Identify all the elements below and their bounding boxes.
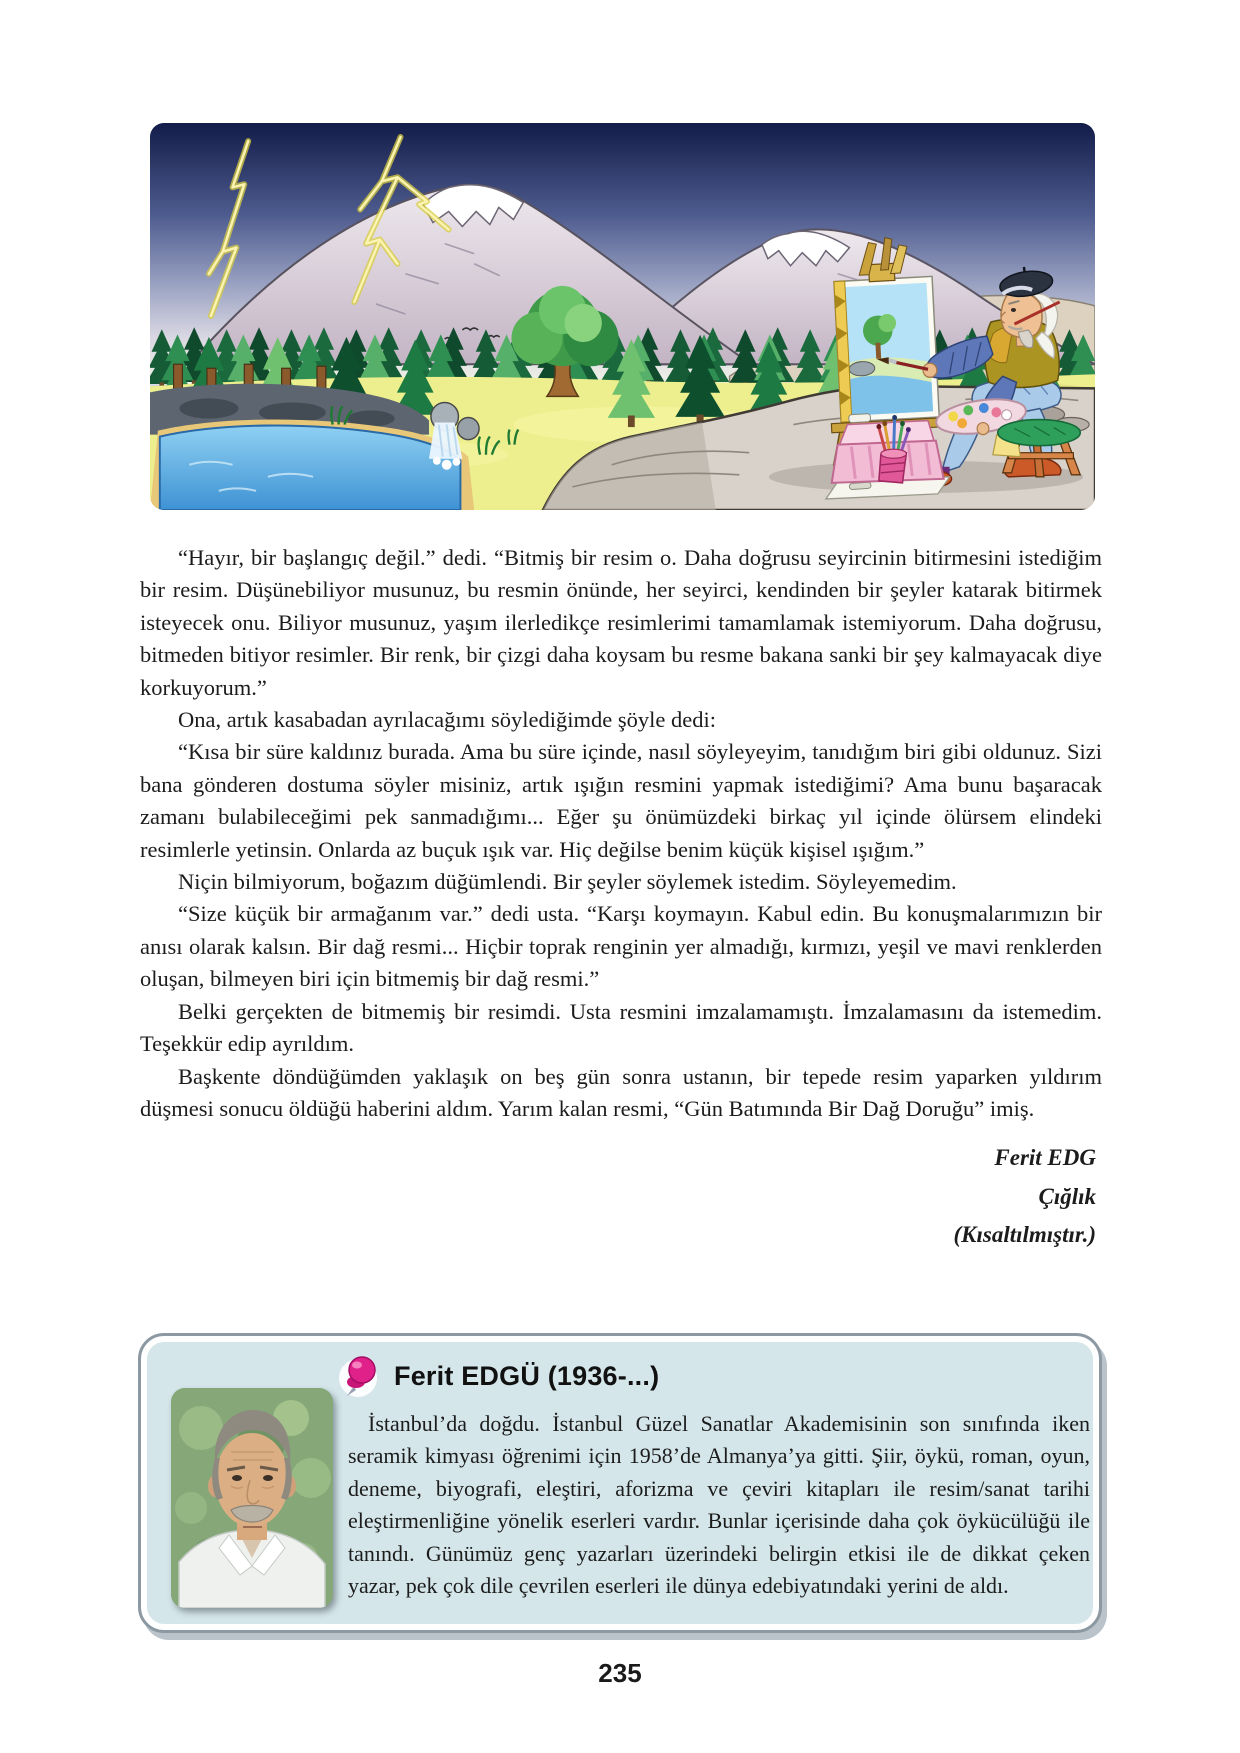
page-number: 235	[598, 1658, 642, 1688]
author-bio-box	[138, 1333, 1102, 1633]
story-paragraph: Başkente döndüğümden yaklaşık on beş gün sonra ustanın, bir tepede resim yaparken yıldırım düşmesi sonucu öldüğü haberini aldım. Yarım kalan resmi, “Gün Batımında Bir Dağ Doruğu” imiş.	[140, 1063, 1102, 1121]
story-paragraph: “Kısa bir süre kaldınız burada. Ama bu süre içinde, nasıl söyleyeyim, tanıdığım biri gibi oldunuz. Sizi bana gönderen dostuma söyler misiniz, artık ışığın resmini yapmak istediğimi? Ama bunu başaracak zamanı bulabileceğimi pek sanmadığımı... Eğer şu önümüzdeki birkaç yıl içinde ölürsem elindeki resimlerle yetinsin. Onlarda az buçuk ışık var. Hiç değilse benim küçük kişisel ışığım.”	[140, 739, 1102, 862]
signature-block	[140, 1139, 1102, 1255]
illustration-scene	[150, 123, 1095, 510]
bio-content	[348, 1350, 1090, 1602]
bio-text: İstanbul’da doğdu. İstanbul Güzel Sanatlar Akademisinin son sınıfında iken seramik kimyası öğrenimi için 1958’de Almanya’ya gitti. Şiir, öykü, roman, oyun, deneme, biyografi, eleştiri, aforizma ve çeviri kitapları ile resim/sanat tarihi eleştirmenliğine yönelik eserleri vardır. Bunlar içerisinde daha çok öykücülüğü ile tanındı. Günümüz genç yazarları üzerindeki belirgin etkisi ile de dikkat çeken yazar, pek çok dile çevrilen eserleri ile dünya edebiyatındaki yerini de aldı.	[348, 1411, 1090, 1599]
story-illustration	[150, 123, 1095, 510]
bio-title: Ferit EDGÜ (1936-...)	[394, 1360, 660, 1391]
signature-note: (Kısaltılmıştır.)	[953, 1222, 1096, 1248]
story-text	[140, 542, 1102, 1255]
author-portrait	[171, 1388, 333, 1608]
signature-author: Ferit EDG	[994, 1145, 1096, 1171]
pin-icon	[334, 1350, 386, 1402]
story-paragraph: “Hayır, bir başlangıç değil.” dedi. “Bitmiş bir resim o. Daha doğrusu seyircinin bitirmesini istediğim bir resim. Düşünebiliyor musunuz, bu resmin önünde, her seyirci, kendinden bir şeyler katarak bitirmek isteyecek onu. Biliyor musunuz, yaşım ilerledikçe resimlerimi tamamlamak istemiyorum. Daha doğrusu, bitmeden bitiyor resimler. Bir renk, bir çizgi daha koysam bu resme bakana sanki bir şey kalmayacak diye korkuyorum.”	[140, 545, 1102, 700]
story-paragraph: Niçin bilmiyorum, boğazım düğümlendi. Bir şeyler söylemek istedim. Söyleyemedim.	[178, 869, 957, 895]
author-photo	[171, 1388, 333, 1608]
story-paragraph: Belki gerçekten de bitmemiş bir resimdi. Usta resmini imzalamamıştı. İmzalamasını da istemedim. Teşekkür edip ayrıldım.	[140, 998, 1102, 1057]
signature-work: Çığlık	[1038, 1183, 1096, 1209]
bio-title-row	[348, 1350, 1090, 1402]
story-paragraph: “Size küçük bir armağanım var.” dedi usta. “Karşı koymayın. Kabul edin. Bu konuşmalarımızın bir anısı olarak kalsın. Bir dağ resmi... Hiçbir toprak renginin yer almadığı, kırmızı, yeşil ve mavi renklerden oluşan, bilmeyen biri için bitmemiş bir dağ resmi.”	[140, 901, 1102, 992]
story-paragraph: Ona, artık kasabadan ayrılacağımı söylediğimde şöyle dedi:	[178, 707, 716, 733]
